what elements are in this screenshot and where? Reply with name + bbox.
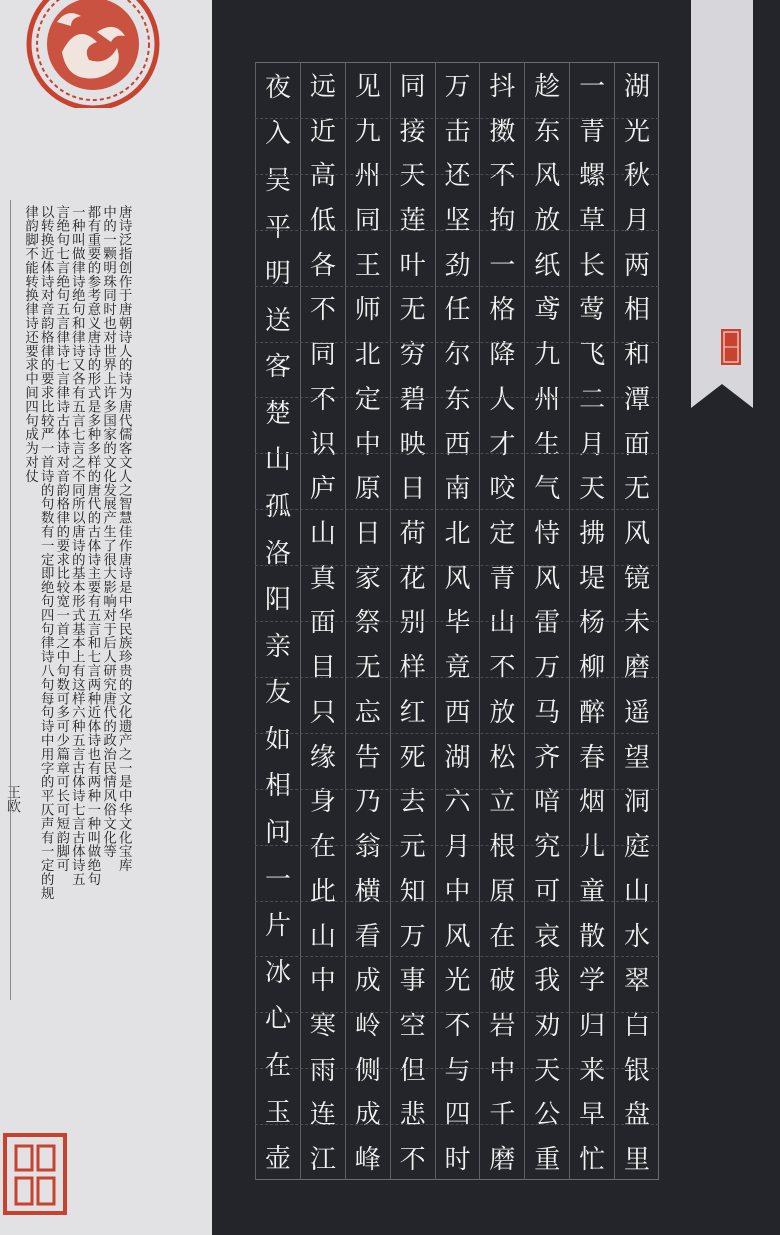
poem-character: 孤 xyxy=(255,481,300,528)
poem-character: 尔 xyxy=(435,330,480,375)
poem-character: 破 xyxy=(479,956,524,1001)
poem-character: 同 xyxy=(300,330,345,375)
poem-character: 相 xyxy=(255,761,300,808)
poem-character: 送 xyxy=(255,295,300,342)
poem-character: 白 xyxy=(614,1001,659,1046)
poem-character: 月 xyxy=(614,196,659,241)
grid-line xyxy=(255,677,659,678)
poem-character: 雨 xyxy=(300,1046,345,1091)
poem-character: 乃 xyxy=(345,778,390,823)
poem-character: 定 xyxy=(345,375,390,420)
poem-character: 两 xyxy=(614,241,659,286)
poem-character: 庭 xyxy=(614,822,659,867)
poem-character: 知 xyxy=(390,867,435,912)
poem-character: 雷 xyxy=(524,599,569,644)
poem-character: 告 xyxy=(345,733,390,778)
grid-line xyxy=(255,1012,659,1013)
poem-character: 根 xyxy=(479,822,524,867)
poem-character: 鸢 xyxy=(524,286,569,331)
poem-character: 明 xyxy=(255,248,300,295)
poem-character: 劝 xyxy=(524,1001,569,1046)
poem-character: 还 xyxy=(435,151,480,196)
poem-character: 早 xyxy=(569,1091,614,1136)
poem-character: 东 xyxy=(435,375,480,420)
poem-character: 岩 xyxy=(479,1001,524,1046)
poem-character: 面 xyxy=(614,420,659,465)
poem-character: 散 xyxy=(569,912,614,957)
poem-character: 中 xyxy=(300,956,345,1001)
poem-character: 风 xyxy=(524,151,569,196)
poem-character: 日 xyxy=(345,509,390,554)
poem-character: 哀 xyxy=(524,912,569,957)
poem-character: 见 xyxy=(345,62,390,107)
poem-character: 气 xyxy=(524,464,569,509)
poem-character: 降 xyxy=(479,330,524,375)
poem-character: 岭 xyxy=(345,1001,390,1046)
poem-character: 在 xyxy=(300,822,345,867)
poem-character: 只 xyxy=(300,688,345,733)
poem-character: 亲 xyxy=(255,621,300,668)
poem-character: 磨 xyxy=(479,1135,524,1180)
prose-column: 言绝句七言绝句五言律诗七言律诗古体诗对音韵格律的要求比较宽一首之中句数可多可少篇章可长可短韵脚可 xyxy=(53,205,69,873)
poem-character: 莲 xyxy=(390,196,435,241)
poem-character: 看 xyxy=(345,912,390,957)
poem-character: 四 xyxy=(435,1091,480,1136)
poem-character: 洛 xyxy=(255,528,300,575)
poem-character: 湖 xyxy=(435,733,480,778)
poem-character: 阳 xyxy=(255,574,300,621)
poem-character: 荷 xyxy=(390,509,435,554)
poem-character: 缘 xyxy=(300,733,345,778)
poem-character: 春 xyxy=(569,733,614,778)
poem-character: 心 xyxy=(255,994,300,1041)
poem-character: 一 xyxy=(255,854,300,901)
poem-character: 拂 xyxy=(569,509,614,554)
poem-character: 不 xyxy=(300,375,345,420)
poem-character: 客 xyxy=(255,341,300,388)
poem-character: 纸 xyxy=(524,241,569,286)
poem-character: 东 xyxy=(524,107,569,152)
poem-character: 柳 xyxy=(569,643,614,688)
grid-line xyxy=(255,174,659,175)
grid-line xyxy=(255,230,659,231)
poem-character: 山 xyxy=(300,912,345,957)
poem-character: 州 xyxy=(345,151,390,196)
poem-character: 红 xyxy=(390,688,435,733)
poem-character: 友 xyxy=(255,668,300,715)
poem-character: 不 xyxy=(435,1001,480,1046)
grid-line xyxy=(255,397,659,398)
poem-character: 原 xyxy=(479,867,524,912)
poem-character: 目 xyxy=(300,643,345,688)
poem-character: 忘 xyxy=(345,688,390,733)
poem-character: 一 xyxy=(569,62,614,107)
poem-character: 归 xyxy=(569,1001,614,1046)
grid-line xyxy=(255,901,659,902)
poem-character: 死 xyxy=(390,733,435,778)
poem-character: 空 xyxy=(390,1001,435,1046)
poem-character: 映 xyxy=(390,420,435,465)
poem-character: 学 xyxy=(569,956,614,1001)
poem-character: 州 xyxy=(524,375,569,420)
poem-character: 山 xyxy=(255,435,300,482)
poem-character: 风 xyxy=(524,554,569,599)
poem-character: 识 xyxy=(300,420,345,465)
grid-line xyxy=(255,956,659,957)
poem-character: 天 xyxy=(524,1046,569,1091)
poem-character: 北 xyxy=(435,509,480,554)
poem-character: 松 xyxy=(479,733,524,778)
poem-character: 拘 xyxy=(479,196,524,241)
small-seal-stamp-icon xyxy=(720,328,742,366)
poem-character: 风 xyxy=(435,554,480,599)
poem-character: 别 xyxy=(390,599,435,644)
grid-line xyxy=(255,789,659,790)
poem-character: 究 xyxy=(524,822,569,867)
poem-character: 原 xyxy=(345,464,390,509)
poem-character: 万 xyxy=(435,62,480,107)
poem-character: 银 xyxy=(614,1046,659,1091)
grid-line xyxy=(255,509,659,510)
poem-character: 可 xyxy=(524,867,569,912)
poem-character: 秋 xyxy=(614,151,659,196)
poem-character: 飞 xyxy=(569,330,614,375)
poem-character: 马 xyxy=(524,688,569,733)
poem-character: 趁 xyxy=(524,62,569,107)
poem-character: 家 xyxy=(345,554,390,599)
grid-line xyxy=(255,845,659,846)
poem-character: 二 xyxy=(569,375,614,420)
poem-character: 入 xyxy=(255,109,300,156)
poem-character: 儿 xyxy=(569,822,614,867)
poem-character: 近 xyxy=(300,107,345,152)
poem-character: 螺 xyxy=(569,151,614,196)
poem-character: 山 xyxy=(479,599,524,644)
poem-character: 镜 xyxy=(614,554,659,599)
poem-character: 样 xyxy=(390,643,435,688)
prose-column: 中的一颗明珠同时也对世界上许多国家的文化发展产生了很大影响对于后人研究唐代的政治民情风俗文化等 xyxy=(100,205,116,859)
poem-character: 身 xyxy=(300,778,345,823)
poem-character: 九 xyxy=(345,107,390,152)
poem-character: 楚 xyxy=(255,388,300,435)
grid-line xyxy=(255,621,659,622)
poem-character: 咬 xyxy=(479,464,524,509)
poem-character: 寒 xyxy=(300,1001,345,1046)
poem-character: 风 xyxy=(614,509,659,554)
poem-character: 立 xyxy=(479,778,524,823)
poem-character: 望 xyxy=(614,733,659,778)
poem-character: 夜 xyxy=(255,62,300,109)
poem-character: 平 xyxy=(255,202,300,249)
poem-character: 问 xyxy=(255,807,300,854)
poem-character: 生 xyxy=(524,420,569,465)
poem-character: 师 xyxy=(345,286,390,331)
poem-character: 磨 xyxy=(614,643,659,688)
margin-rule xyxy=(10,200,11,1000)
grid-line xyxy=(255,453,659,454)
prose-column: 律韵脚不能转换律诗还要求中间四句成为对仗 xyxy=(22,205,38,483)
poem-character: 醉 xyxy=(569,688,614,733)
poem-character: 擞 xyxy=(479,107,524,152)
poem-character: 低 xyxy=(300,196,345,241)
poem-character: 击 xyxy=(435,107,480,152)
poem-character: 青 xyxy=(569,107,614,152)
poem-character: 连 xyxy=(300,1091,345,1136)
poem-character: 侧 xyxy=(345,1046,390,1091)
poem-character: 在 xyxy=(255,1040,300,1087)
poem-character: 在 xyxy=(479,912,524,957)
poem-character: 水 xyxy=(614,912,659,957)
poem-character: 湖 xyxy=(614,62,659,107)
poem-character: 一 xyxy=(479,241,524,286)
poem-character: 来 xyxy=(569,1046,614,1091)
poem-character: 日 xyxy=(390,464,435,509)
poem-character: 面 xyxy=(300,599,345,644)
poem-character: 才 xyxy=(479,420,524,465)
poem-character: 烟 xyxy=(569,778,614,823)
poem-character: 片 xyxy=(255,900,300,947)
poem-character: 堤 xyxy=(569,554,614,599)
poem-character: 穷 xyxy=(390,330,435,375)
poem-character: 公 xyxy=(524,1091,569,1136)
poem-character: 杨 xyxy=(569,599,614,644)
poem-character: 花 xyxy=(390,554,435,599)
poem-character: 悲 xyxy=(390,1091,435,1136)
poem-character: 玉 xyxy=(255,1087,300,1134)
poem-character: 九 xyxy=(524,330,569,375)
poem-character: 里 xyxy=(614,1135,659,1180)
poem-character: 去 xyxy=(390,778,435,823)
prose-block xyxy=(22,205,131,995)
poem-character: 遥 xyxy=(614,688,659,733)
poem-character: 叶 xyxy=(390,241,435,286)
poem-character: 无 xyxy=(345,643,390,688)
poem-character: 成 xyxy=(345,1091,390,1136)
poem-character: 不 xyxy=(479,643,524,688)
poem-character: 北 xyxy=(345,330,390,375)
poem-character: 竟 xyxy=(435,643,480,688)
poem-character: 不 xyxy=(390,1135,435,1180)
grid-line xyxy=(255,342,659,343)
poem-character: 不 xyxy=(300,286,345,331)
poem-character: 重 xyxy=(524,1135,569,1180)
poem-character: 无 xyxy=(614,464,659,509)
grid-line xyxy=(255,1068,659,1069)
poem-character: 抖 xyxy=(479,62,524,107)
decorative-cloud-seal-icon xyxy=(2,0,184,108)
poem-character: 时 xyxy=(435,1135,480,1180)
poem-character: 恃 xyxy=(524,509,569,554)
poem-character: 同 xyxy=(345,196,390,241)
poem-character: 山 xyxy=(614,867,659,912)
poem-character: 坚 xyxy=(435,196,480,241)
poem-character: 翁 xyxy=(345,822,390,867)
poem-character: 无 xyxy=(390,286,435,331)
prose-column: 都有重要的参考意义唐诗的形式是多种多样的唐代的古体诗主要有五言和七言两种近体诗也有两种一种叫做绝句 xyxy=(84,205,100,887)
poem-character: 光 xyxy=(614,107,659,152)
poem-character: 盘 xyxy=(614,1091,659,1136)
poem-character: 祭 xyxy=(345,599,390,644)
poem-character: 月 xyxy=(569,420,614,465)
poem-character: 元 xyxy=(390,822,435,867)
poem-character: 六 xyxy=(435,778,480,823)
poem-character: 格 xyxy=(479,286,524,331)
poem-character: 莺 xyxy=(569,286,614,331)
author-signature: 王欧 xyxy=(5,785,21,813)
poem-character: 各 xyxy=(300,241,345,286)
grid-line xyxy=(255,565,659,566)
poem-character: 放 xyxy=(524,196,569,241)
poem-character: 远 xyxy=(300,62,345,107)
grid-line xyxy=(255,118,659,119)
prose-column: 一种叫做律诗绝句和律诗又各有五言七言之不同所以唐诗的基本形式基本上有这样六种五言古体诗七言古体诗五 xyxy=(69,205,85,887)
poem-character: 和 xyxy=(614,330,659,375)
poem-character: 光 xyxy=(435,956,480,1001)
poem-character: 横 xyxy=(345,867,390,912)
grid-line xyxy=(255,733,659,734)
poem-character: 西 xyxy=(435,420,480,465)
poem-character: 峰 xyxy=(345,1135,390,1180)
poem-character: 未 xyxy=(614,599,659,644)
grid-line xyxy=(255,1124,659,1125)
prose-column: 以转换近体诗对音韵格律的要求比较严一首诗的句数有一定即绝句四句律诗八句每句诗中用字的平仄声有一定的规 xyxy=(38,205,54,900)
poem-character: 万 xyxy=(390,912,435,957)
poem-character: 冰 xyxy=(255,947,300,994)
poem-character: 不 xyxy=(479,151,524,196)
poem-character: 月 xyxy=(435,822,480,867)
poem-character: 接 xyxy=(390,107,435,152)
poem-character: 草 xyxy=(569,196,614,241)
poem-character: 与 xyxy=(435,1046,480,1091)
poem-character: 翠 xyxy=(614,956,659,1001)
poem-character: 壶 xyxy=(255,1133,300,1180)
poem-character: 事 xyxy=(390,956,435,1001)
poem-character: 南 xyxy=(435,464,480,509)
poem-character: 同 xyxy=(390,62,435,107)
prose-column: 唐诗泛指创作于唐朝诗人的诗为唐代儒客文人之智慧佳作唐诗是中华民族珍贵的文化遗产之一是中华文化宝库 xyxy=(116,205,132,873)
poem-character: 高 xyxy=(300,151,345,196)
poem-character: 风 xyxy=(435,912,480,957)
poem-character: 任 xyxy=(435,286,480,331)
poem-character: 千 xyxy=(479,1091,524,1136)
poem-character: 如 xyxy=(255,714,300,761)
poem-character: 江 xyxy=(300,1135,345,1180)
poem-character: 真 xyxy=(300,554,345,599)
poem-character: 庐 xyxy=(300,464,345,509)
poem-character: 青 xyxy=(479,554,524,599)
poem-character: 王 xyxy=(345,241,390,286)
poem-character: 忙 xyxy=(569,1135,614,1180)
poem-character: 我 xyxy=(524,956,569,1001)
poem-character: 中 xyxy=(435,867,480,912)
poem-character: 成 xyxy=(345,956,390,1001)
grid-line xyxy=(255,286,659,287)
poem-character: 毕 xyxy=(435,599,480,644)
poem-character: 碧 xyxy=(390,375,435,420)
poem-character: 长 xyxy=(569,241,614,286)
poem-character: 天 xyxy=(569,464,614,509)
poem-character: 人 xyxy=(479,375,524,420)
poem-character: 定 xyxy=(479,509,524,554)
poem-character: 相 xyxy=(614,286,659,331)
poem-character: 天 xyxy=(390,151,435,196)
poem-character: 此 xyxy=(300,867,345,912)
poem-character: 山 xyxy=(300,509,345,554)
poem-character: 中 xyxy=(345,420,390,465)
poem-character: 中 xyxy=(479,1046,524,1091)
poem-character: 齐 xyxy=(524,733,569,778)
poem-character: 但 xyxy=(390,1046,435,1091)
poem-character: 童 xyxy=(569,867,614,912)
poem-character: 洞 xyxy=(614,778,659,823)
poem-character: 放 xyxy=(479,688,524,733)
poem-character: 西 xyxy=(435,688,480,733)
poem-character: 喑 xyxy=(524,778,569,823)
name-seal-stamp-icon xyxy=(2,1132,68,1216)
poem-character: 潭 xyxy=(614,375,659,420)
poem-character: 万 xyxy=(524,643,569,688)
poem-character: 吴 xyxy=(255,155,300,202)
poem-character: 劲 xyxy=(435,241,480,286)
